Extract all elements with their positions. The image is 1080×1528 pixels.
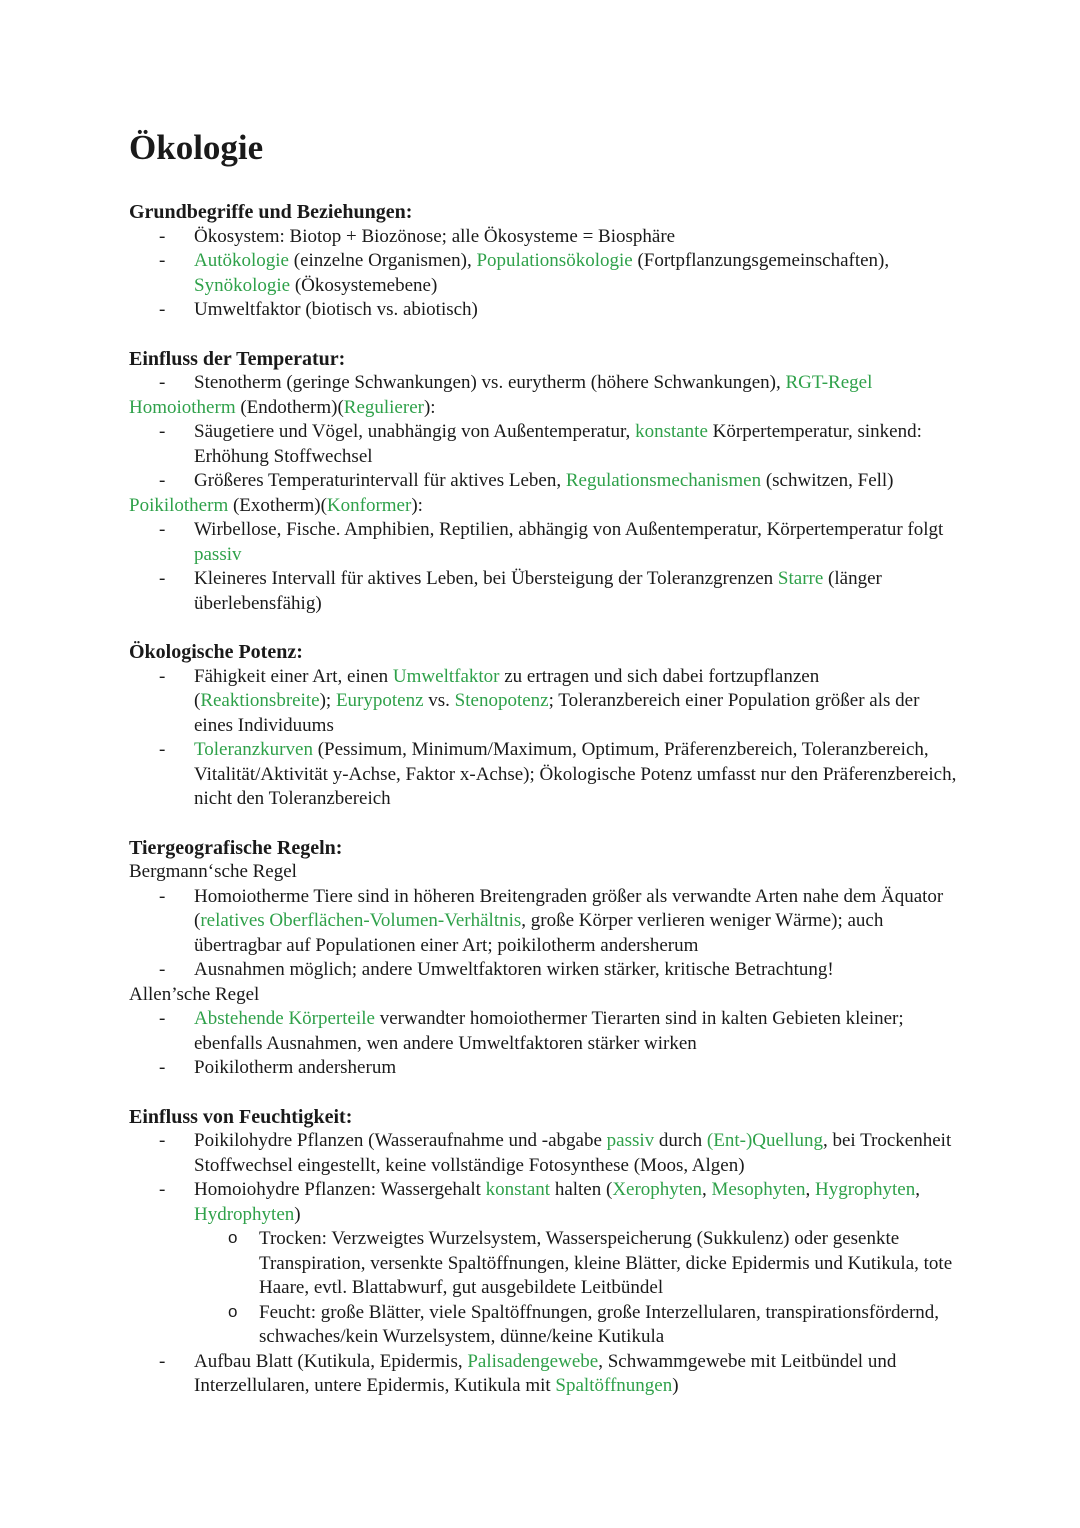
bullet-list bbox=[129, 665, 959, 812]
bullet-list bbox=[129, 420, 959, 494]
section-potenz bbox=[129, 640, 959, 812]
section-heading: Grundbegriffe und Beziehungen: bbox=[129, 201, 413, 223]
list-item: - Kleineres Intervall für aktives Leben, bei Übersteigung der Toleranzgrenzen Starre (länger überlebensfähig) bbox=[129, 567, 959, 616]
bullet-list bbox=[129, 885, 959, 983]
section-heading: Ökologische Potenz: bbox=[129, 641, 303, 663]
subheading-poikilotherm: Poikilotherm (Exotherm)(Konformer): bbox=[129, 494, 423, 516]
list-item: - Homoiotherme Tiere sind in höheren Breitengraden größer als verwandte Arten nahe dem Äquator (relatives Oberflächen-Volumen-Verhältnis, große Körper verlieren weniger Wärme); auch übertragbar auf Populationen einer Art; poikilotherm andersherum bbox=[129, 885, 959, 959]
subheading-bergmann: Bergmann‘sche Regel bbox=[129, 861, 297, 882]
list-item: - Homoiohydre Pflanzen: Wassergehalt konstant halten (Xerophyten, Mesophyten, Hygrophyten, Hydrophyten) o Trocken: Verzweigtes Wurzelsystem, Wasserspeicherung (Sukkulenz) oder gesenkte Transpiration, versenkte Spaltöffnungen, kleine Blätter, dicke Epidermis und Kutikula, tote Haare, evtl. Blattabwurf, gut ausgebildete Leitbündel o Feucht: große Blätter, viele Spaltöffnungen, große Interzellularen, transpirationsfördernd, schwaches/kein Wurzelsystem, dünne/keine Kutikula bbox=[129, 1178, 959, 1350]
list-item: - Wirbellose, Fische. Amphibien, Reptilien, abhängig von Außentemperatur, Körpertemperatur folgt passiv bbox=[129, 518, 959, 567]
sub-list bbox=[194, 1227, 959, 1350]
list-item: - Ökosystem: Biotop + Biozönose; alle Ökosysteme = Biosphäre bbox=[129, 225, 959, 250]
list-item: - Abstehende Körperteile verwandter homoiothermer Tierarten sind in kalten Gebieten kleiner; ebenfalls Ausnahmen, wen andere Umweltfaktoren stärker wirken bbox=[129, 1007, 959, 1056]
section-temperatur bbox=[129, 347, 959, 617]
bullet-list bbox=[129, 1007, 959, 1081]
bullet-list bbox=[129, 518, 959, 616]
bullet-list bbox=[129, 225, 959, 323]
list-item: - Aufbau Blatt (Kutikula, Epidermis, Palisadengewebe, Schwammgewebe mit Leitbündel und Interzellularen, untere Epidermis, Kutikula mit Spaltöffnungen) bbox=[129, 1350, 959, 1399]
section-feuchtigkeit bbox=[129, 1105, 959, 1399]
sub-list-item: o Feucht: große Blätter, viele Spaltöffnungen, große Interzellularen, transpirationsfördernd, schwaches/kein Wurzelsystem, dünne/keine Kutikula bbox=[194, 1301, 959, 1350]
list-item: - Größeres Temperaturintervall für aktives Leben, Regulationsmechanismen (schwitzen, Fell) bbox=[129, 469, 959, 494]
section-heading: Tiergeografische Regeln: bbox=[129, 836, 343, 859]
subheading-homoiotherm: Homoiotherm (Endotherm)(Regulierer): bbox=[129, 396, 436, 418]
list-item: - Säugetiere und Vögel, unabhängig von Außentemperatur, konstante Körpertemperatur, sinkend: Erhöhung Stoffwechsel bbox=[129, 420, 959, 469]
list-item: - Fähigkeit einer Art, einen Umweltfaktor zu ertragen und sich dabei fortzupflanzen (Reaktionsbreite); Eurypotenz vs. Stenopotenz; Toleranzbereich einer Population größer als der eines Individuums bbox=[129, 665, 959, 739]
section-heading: Einfluss von Feuchtigkeit: bbox=[129, 1105, 353, 1128]
list-item: - Stenotherm (geringe Schwankungen) vs. eurytherm (höhere Schwankungen), RGT-Regel bbox=[129, 371, 959, 396]
list-item: - Toleranzkurven (Pessimum, Minimum/Maximum, Optimum, Präferenzbereich, Toleranzbereich, Vitalität/Aktivität y-Achse, Faktor x-Achse); Ökologische Potenz umfasst nur den Präferenzbereich, nicht den Toleranzbereich bbox=[129, 738, 959, 812]
section-grundbegriffe bbox=[129, 200, 959, 323]
section-tiergeografie bbox=[129, 836, 959, 1081]
bullet-list bbox=[129, 1129, 959, 1399]
list-item: - Umweltfaktor (biotisch vs. abiotisch) bbox=[129, 298, 959, 323]
page-title: Ökologie bbox=[129, 128, 264, 167]
sub-list-item: o Trocken: Verzweigtes Wurzelsystem, Wasserspeicherung (Sukkulenz) oder gesenkte Transpiration, versenkte Spaltöffnungen, kleine Blätter, dicke Epidermis und Kutikula, tote Haare, evtl. Blattabwurf, gut ausgebildete Leitbündel bbox=[194, 1227, 959, 1301]
bullet-list bbox=[129, 371, 959, 396]
list-item: - Poikilotherm andersherum bbox=[129, 1056, 959, 1081]
list-item: - Poikilohydre Pflanzen (Wasseraufnahme und -abgabe passiv durch (Ent-)Quellung, bei Trockenheit Stoffwechsel eingestellt, keine vollständige Fotosynthese (Moos, Algen) bbox=[129, 1129, 959, 1178]
list-item: - Autökologie (einzelne Organismen), Populationsökologie (Fortpflanzungsgemeinschaften), Synökologie (Ökosystemebene) bbox=[129, 249, 959, 298]
section-heading: Einfluss der Temperatur: bbox=[129, 347, 346, 370]
document-page bbox=[129, 126, 959, 1423]
subheading-allen: Allen’sche Regel bbox=[129, 983, 260, 1005]
list-item: - Ausnahmen möglich; andere Umweltfaktoren wirken stärker, kritische Betrachtung! bbox=[129, 958, 959, 983]
